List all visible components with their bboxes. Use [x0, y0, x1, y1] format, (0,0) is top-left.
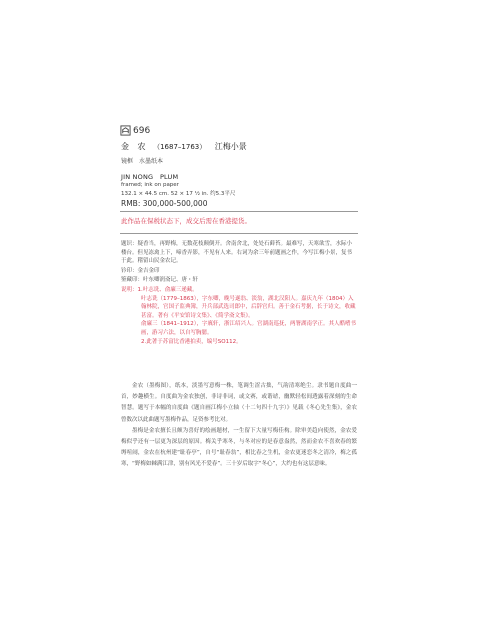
medium-zh: 镜框 水墨纸本	[121, 158, 164, 165]
artist-title-en: JIN NONG PLUM	[121, 173, 179, 181]
lot-title	[121, 141, 247, 152]
seal	[121, 267, 357, 276]
dimensions: 132.1 × 44.5 cm. 52 × 17 ¹⁄₂ in. 约5.3平尺	[121, 191, 236, 197]
inscription-text: 疑香当，再野梅，无数花枝颠倒开。舍南舍北，处处石藓苔。最难写，天寒欲雪，水际小楼台。但见冻禽上下，啼香弄影，不见有人来。右词为余三年前题画之作，今写江梅小景，复书于此。稽留山民金农记。	[121, 241, 353, 265]
lot-header	[120, 125, 150, 136]
artist-name-zh: 金 农	[121, 142, 149, 151]
notes	[121, 286, 357, 346]
auction-lot-icon	[120, 125, 131, 136]
essay-paragraph: 墨梅是金农擅长且颇为喜好的绘画题材，一生留下大量写梅佳构。除审美趋向使然，金农爱梅似乎还有一层更为深层的原因。梅关乎寒冬，与冬对应的是春意盎然，然而金农不喜欢春的繁缛喧闹，金农在杭州建“耻春亭”，自号“耻春翁”，相比春之生机，金农更迷恋冬之清冷，梅之孤寒，“野梅如棘满江津，别有风光不爱春”。三十岁后取字“冬心”，大约也有这层意味。	[121, 427, 357, 468]
notes-item: 说明：1.叶志诜、俞廉三递藏。	[121, 287, 198, 293]
artist-dates: （1687–1763）	[153, 143, 207, 151]
divider	[120, 233, 358, 234]
essay-paragraph: 金农（墨梅图），纸本，淡墨写意梅一株，笔调生涩古拙，气韵清寒绝尘。隶书题自度曲一首，妙趣横生。自度曲为金农独创，非诗非词，或文赛，或谐谑，幽默轻松间透露着深刻的生命智慧。题写于本幅的自度曲《题自画江梅小立轴（十二句四十九字）》见载《冬心先生集》，金农曾数次以此曲题写墨梅作品，足资参考比对。	[121, 383, 357, 423]
bonded-notice: 此作品在保税状态下，成交后需在香港提货。	[121, 217, 251, 225]
lot-number: 696	[133, 125, 151, 136]
notes-label: 说明：	[121, 287, 138, 293]
collector-seals-label: 鉴藏印：	[121, 277, 144, 283]
collector-seals-text: 叶东卿润斋记、唐・轩	[143, 277, 199, 283]
collector-seals	[121, 276, 357, 285]
estimate: RMB: 300,000-500,000	[121, 199, 208, 208]
work-title-zh: 江梅小景	[214, 142, 247, 151]
seal-label: 钤印：	[121, 268, 138, 274]
seal-text: 金吉金印	[137, 268, 160, 274]
inscription-label: 题识：	[121, 241, 138, 247]
inscription	[121, 240, 357, 266]
divider	[120, 211, 358, 212]
essay	[121, 381, 357, 471]
notes-item: 叶志诜（1779–1863），字东卿，晚号遂翁、淡翁，湖北汉阳人。嘉庆九年（1804）入翰林院，官国子监典簿，升兵部武选司郎中，后辞官归。善于金石考据，长于诗文，收藏甚富。著有《平安馆诗文集》、《简学斋文集》。	[141, 295, 356, 319]
notes-item: 2.此著于苏富比香港拍卖，编号SO112。	[141, 338, 242, 345]
notes-item: 俞廉三（1841–1912），字廙轩，浙江绍兴人。官湖南巡抚，两署湖南学正。其人酷嗜书画，游习六法，以自写胸臆。	[141, 321, 356, 336]
medium-en: framed; ink on paper	[121, 182, 179, 188]
